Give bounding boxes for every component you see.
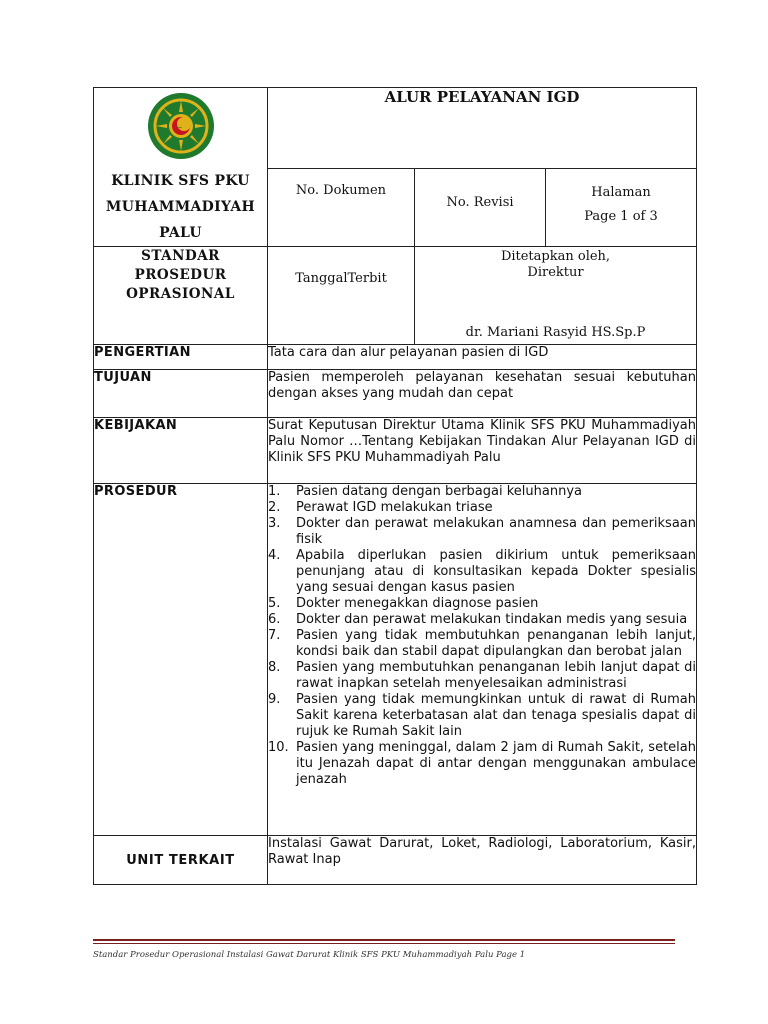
halaman-value: Page 1 of 3 [584,209,658,225]
procedure-step-number: 10. [268,740,289,755]
svg-text:~: ~ [175,123,183,132]
clinic-cell [94,88,268,247]
procedure-step-text: Perawat IGD melakukan triase [296,500,493,515]
muhammadiyah-sun-logo-icon [147,92,215,160]
procedure-step-text: Pasien yang meninggal, dalam 2 jam di Rumah Sakit, setelah itu Jenazah dapat di antar dengan menggunakan ambulace jenazah [296,740,696,787]
procedure-step-text: Apabila diperlukan pasien dikirium untuk pemeriksaan penunjang atau di konsultasikan kepada Dokter spesialis yang sesuai dengan kasus pasien [296,548,696,595]
pengertian-text: Tata cara dan alur pelayanan pasien di IGD [268,345,697,370]
procedure-step-number: 8. [268,660,281,675]
procedure-step [268,516,696,548]
halaman-cell [546,169,697,247]
pengertian-label: PENGERTIAN [94,345,268,370]
procedure-step-text: Dokter menegakkan diagnose pasien [296,596,539,611]
tujuan-label: TUJUAN [94,370,268,418]
clinic-name-line-2: MUHAMMADIYAH [105,199,256,215]
sop-table [93,87,697,885]
sop-label-line-1: STANDAR [141,248,220,264]
no-revisi-label: No. Revisi [415,169,546,247]
procedure-step-number: 4. [268,548,281,563]
procedure-step-text: Pasien datang dengan berbagai keluhannya [296,484,582,499]
ditetapkan-cell [415,247,697,345]
footer-text: Standar Prosedur Operasional Instalasi Gawat Darurat Klinik SFS PKU Muhammadiyah Palu Page 1 [93,950,526,960]
tujuan-text: Pasien memperoleh pelayanan kesehatan sesuai kebutuhan dengan akses yang mudah dan cepat [268,370,697,418]
procedure-step-number: 9. [268,692,281,707]
procedure-step-text: Pasien yang tidak memungkinkan untuk di rawat di Rumah Sakit karena keterbatasan alat dan tenaga spesialis dapat di rujuk ke Rumah Sakit lain [296,692,696,739]
footer-rule-thin [93,943,675,944]
prosedur-label: PROSEDUR [94,484,268,836]
prosedur-list [268,484,696,788]
unit-terkait-text: Instalasi Gawat Darurat, Loket, Radiologi, Laboratorium, Kasir, Rawat Inap [268,836,697,885]
doc-title: ALUR PELAYANAN IGD [268,88,697,169]
procedure-step-number: 1. [268,484,281,499]
ditetapkan-label: Ditetapkan oleh, [500,249,611,264]
no-dokumen-label: No. Dokumen [268,169,415,247]
footer-rule [93,939,675,941]
procedure-step-number: 2. [268,500,281,515]
procedure-step [268,596,696,612]
prosedur-cell [268,484,697,836]
procedure-step [268,500,696,516]
kebijakan-text: Surat Keputusan Direktur Utama Klinik SFS PKU Muhammadiyah Palu Nomor …Tentang Kebijakan Tindakan Alur Pelayanan IGD di Klinik SFS PKU Muhammadiyah Palu [268,418,697,484]
sop-label-line-3: OPRASIONAL [126,286,235,302]
procedure-step-number: 6. [268,612,281,627]
procedure-step-text: Pasien yang membutuhkan penanganan lebih lanjut dapat di rawat inapkan setelah menyelesaikan administrasi [296,660,696,691]
clinic-name-line-3: PALU [159,225,202,241]
procedure-step-text: Pasien yang tidak membutuhkan penanganan lebih lanjut, kondsi baik dan stabil dapat dipulangkan dan berobat jalan [296,628,696,659]
halaman-label: Halaman [591,185,651,201]
sop-label [94,247,268,345]
procedure-step [268,612,696,628]
procedure-step [268,660,696,692]
procedure-step [268,548,696,596]
procedure-step [268,484,696,500]
kebijakan-label: KEBIJAKAN [94,418,268,484]
procedure-step-text: Dokter dan perawat melakukan anamnesa dan pemeriksaan fisik [296,516,696,547]
unit-terkait-label: UNIT TERKAIT [94,836,268,885]
procedure-step-text: Dokter dan perawat melakukan tindakan medis yang sesuia [296,612,688,627]
procedure-step [268,692,696,740]
procedure-step-number: 3. [268,516,281,531]
procedure-step [268,628,696,660]
procedure-step-number: 7. [268,628,281,643]
sop-label-line-2: PROSEDUR [134,267,227,283]
direktur-label: Direktur [527,265,584,280]
director-name: dr. Mariani Rasyid HS.Sp.P [465,325,646,340]
clinic-name-line-1: KLINIK SFS PKU [111,173,250,189]
clinic-name [94,168,267,246]
procedure-step [268,740,696,788]
procedure-step-number: 5. [268,596,281,611]
tanggal-terbit-label: TanggalTerbit [268,247,415,345]
